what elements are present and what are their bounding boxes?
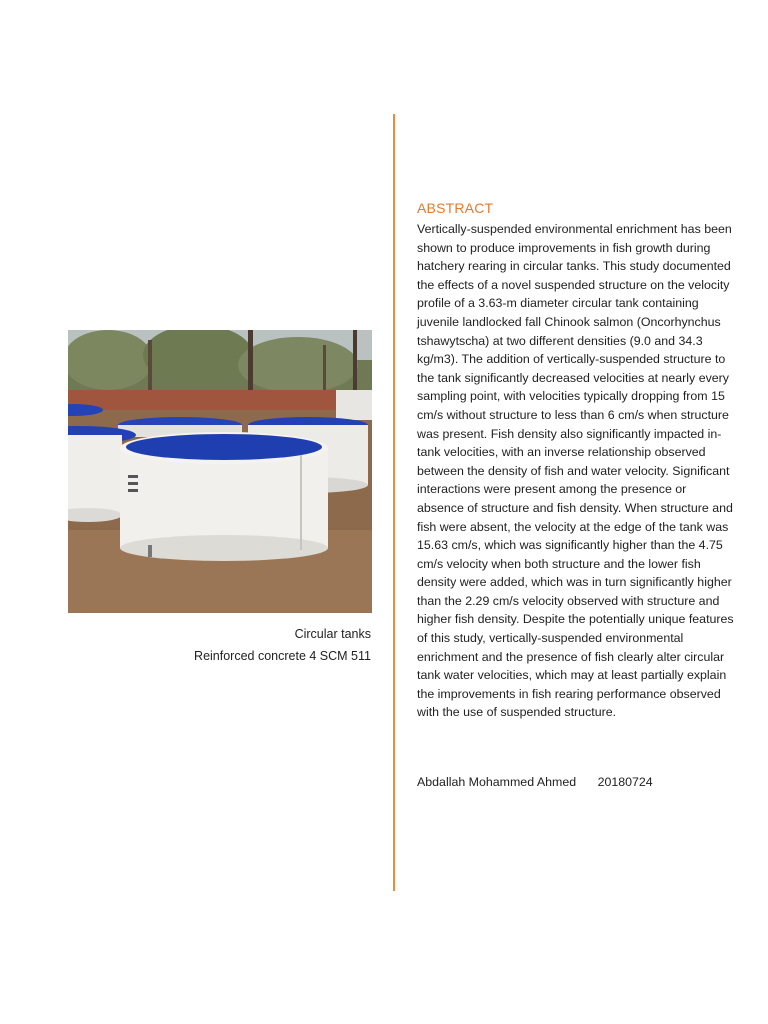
photo-caption-title: Circular tanks xyxy=(294,627,371,641)
abstract-body: Vertically-suspended environmental enrichment has been shown to produce improvements in fish growth during hatchery rearing in circular tanks. This study documented the effects of a novel suspended structure on the velocity profile of a 3.63-m diameter circular tank containing juvenile landlocked fall Chinook salmon (Oncorhynchus tshawytscha) at two different densities (9.0 and 34.3 kg/m3). The addition of vertically-suspended structure to the tank significantly decreased velocities at nearly every sampling point, with velocities typically dropping from 15 cm/s without structure to less than 6 cm/s when structure was present. Fish density also significantly impacted in-tank velocities, with an inverse relationship observed between the density of fish and water velocity. Significant interactions were present among the presence or absence of structure and fish density. When structure and fish were absent, the velocity at the edge of the tank was 15.63 cm/s, which was significantly higher than the 4.75 cm/s velocity when both structure and the lower fish density were added, which was in turn significantly higher than the 2.29 cm/s velocity observed with structure and higher fish density. Despite the potentially unique features of this study, vertically-suspended environmental enrichment and the presence of fish clearly alter circular tank water velocities, which may at least partially explain the improvements in fish rearing performance observed with the use of suspended structure. xyxy=(417,222,734,720)
author-line xyxy=(417,773,653,791)
abstract-section xyxy=(417,199,735,722)
abstract-heading: ABSTRACT xyxy=(417,200,494,216)
vertical-divider xyxy=(393,114,395,891)
photo-caption-subtitle: Reinforced concrete 4 SCM 511 xyxy=(194,649,371,663)
circular-tanks-photo xyxy=(68,330,372,613)
author-name: Abdallah Mohammed Ahmed xyxy=(417,775,577,789)
author-date: 20180724 xyxy=(597,775,653,789)
